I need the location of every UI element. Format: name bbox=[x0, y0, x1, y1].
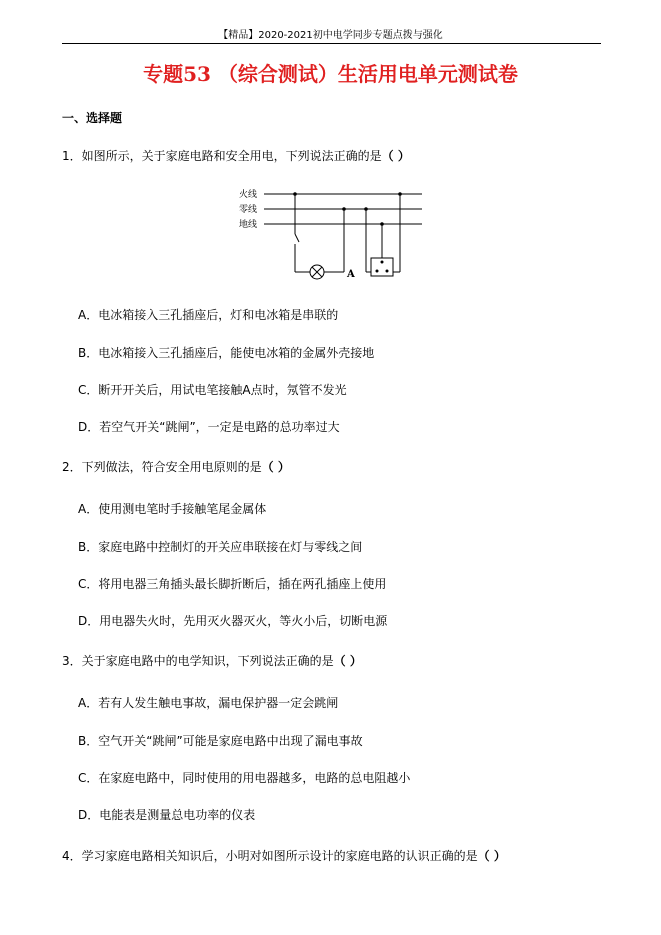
header-rule bbox=[62, 43, 601, 44]
q1-option-b: B．电冰箱接入三孔插座后，能使电冰箱的金属外壳接地 bbox=[78, 346, 375, 360]
ground-wire-label: 地线 bbox=[239, 220, 258, 230]
q2-option-d: D．用电器失火时，先用灭火器灭火，等火小后，切断电源 bbox=[78, 614, 388, 628]
q2-option-a: A．使用测电笔时手接触笔尾金属体 bbox=[78, 502, 267, 516]
section-heading: 一、选择题 bbox=[62, 111, 123, 125]
q2-option-c: C．将用电器三角插头最长脚折断后，插在两孔插座上使用 bbox=[78, 577, 387, 591]
live-wire-label: 火线 bbox=[239, 190, 258, 200]
switch bbox=[295, 234, 299, 242]
question-2-stem: 2．下列做法，符合安全用电原则的是（ ） bbox=[62, 460, 290, 474]
q1-option-c: C．断开开关后，用试电笔接触A点时，氖管不发光 bbox=[78, 383, 347, 397]
page-header: 【精品】2020-2021初中电学同步专题点拨与强化 bbox=[218, 30, 443, 41]
neutral-wire-label: 零线 bbox=[239, 205, 258, 215]
q2-option-b: B．家庭电路中控制灯的开关应串联接在灯与零线之间 bbox=[78, 540, 363, 554]
question-1-stem: 1．如图所示，关于家庭电路和安全用电，下列说法正确的是（ ） bbox=[62, 149, 410, 163]
q3-option-d: D．电能表是测量总电功率的仪表 bbox=[78, 808, 256, 822]
q3-option-b: B．空气开关“跳闸”可能是家庭电路中出现了漏电事故 bbox=[78, 734, 363, 748]
q1-option-d: D．若空气开关“跳闸”，一定是电路的总功率过大 bbox=[78, 420, 340, 434]
document-title: 专题53 （综合测试）生活用电单元测试卷 bbox=[143, 62, 518, 86]
q3-option-a: A．若有人发生触电事故，漏电保护器一定会跳闸 bbox=[78, 696, 339, 710]
q3-option-c: C．在家庭电路中，同时使用的用电器越多，电路的总电阻越小 bbox=[78, 771, 411, 785]
point-a-label: A bbox=[347, 269, 355, 280]
question-3-stem: 3．关于家庭电路中的电学知识，下列说法正确的是（ ） bbox=[62, 654, 362, 668]
question-4-stem: 4．学习家庭电路相关知识后，小明对如图所示设计的家庭电路的认识正确的是（ ） bbox=[62, 849, 506, 863]
circuit-diagram bbox=[232, 186, 428, 286]
q1-option-a: A．电冰箱接入三孔插座后，灯和电冰箱是串联的 bbox=[78, 308, 339, 322]
